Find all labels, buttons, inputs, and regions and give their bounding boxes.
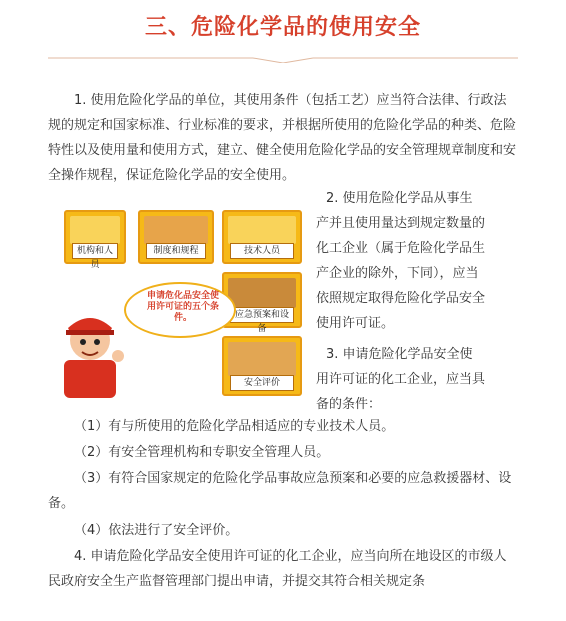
condition-4: （4）依法进行了安全评价。 — [74, 523, 239, 538]
condition-3: （3）有符合国家规定的危险化学品事故应急预案和必要的应急救援器材、设备。 — [48, 471, 512, 511]
text-line: 产企业的除外，下同），应当 — [316, 266, 479, 281]
paragraph-3 — [316, 342, 526, 417]
text-line: 产并且使用量达到规定数量的 — [316, 216, 486, 231]
text-line: 备的条件： — [316, 397, 382, 412]
card-label: 制度和规程 — [146, 243, 206, 259]
text-line: 2. 使用危险化学品从事生 — [326, 191, 473, 206]
text-line: 化工企业（属于危险化学品生 — [316, 241, 486, 256]
cartoon-official — [50, 304, 130, 398]
text-line: 用许可证的化工企业，应当具 — [316, 372, 486, 387]
text-line: 依照规定取得危险化学品安全 — [316, 291, 486, 306]
paragraph-4: 4. 申请危险化学品安全使用许可证的化工企业，应当向所在地设区的市级人民政府安全生产监督管理部门提出申请，并提交其符合相关规定条 — [48, 549, 507, 589]
card-label: 应急预案和设备 — [230, 307, 294, 323]
card-label: 安全评价 — [230, 375, 294, 391]
illustration — [50, 208, 306, 398]
card-label: 机构和人员 — [72, 243, 118, 259]
paragraph-1: 1. 使用危险化学品的单位，其使用条件（包括工艺）应当符合法律、行政法规的规定和国家标准、行业标准的要求，并根据所使用的危险化学品的种类、危险特性以及使用量和使用方式，建立、健全使用危险化学品的安全管理规章制度和安全操作规程，保证危险化学品的安全使用。 — [48, 93, 517, 183]
card-label: 技术人员 — [230, 243, 294, 259]
condition-2: （2）有安全管理机构和专职安全管理人员。 — [74, 445, 330, 460]
condition-1: （1）有与所使用的危险化学品相适应的专业技术人员。 — [74, 419, 395, 434]
text-line: 使用许可证。 — [316, 316, 395, 331]
text-line: 3. 申请危险化学品安全使 — [326, 347, 473, 362]
speech-bubble: 申请危化品安全使用许可证的五个条件。 — [124, 282, 236, 338]
card-rules — [138, 210, 214, 264]
card-technicians — [222, 210, 302, 264]
card-organization — [64, 210, 126, 270]
page-title: 三、危险化学品的使用安全 — [144, 15, 421, 40]
paragraph-2 — [316, 186, 526, 336]
title-divider — [48, 57, 518, 63]
card-emergency — [222, 272, 302, 334]
card-safety-evaluation — [222, 336, 302, 396]
